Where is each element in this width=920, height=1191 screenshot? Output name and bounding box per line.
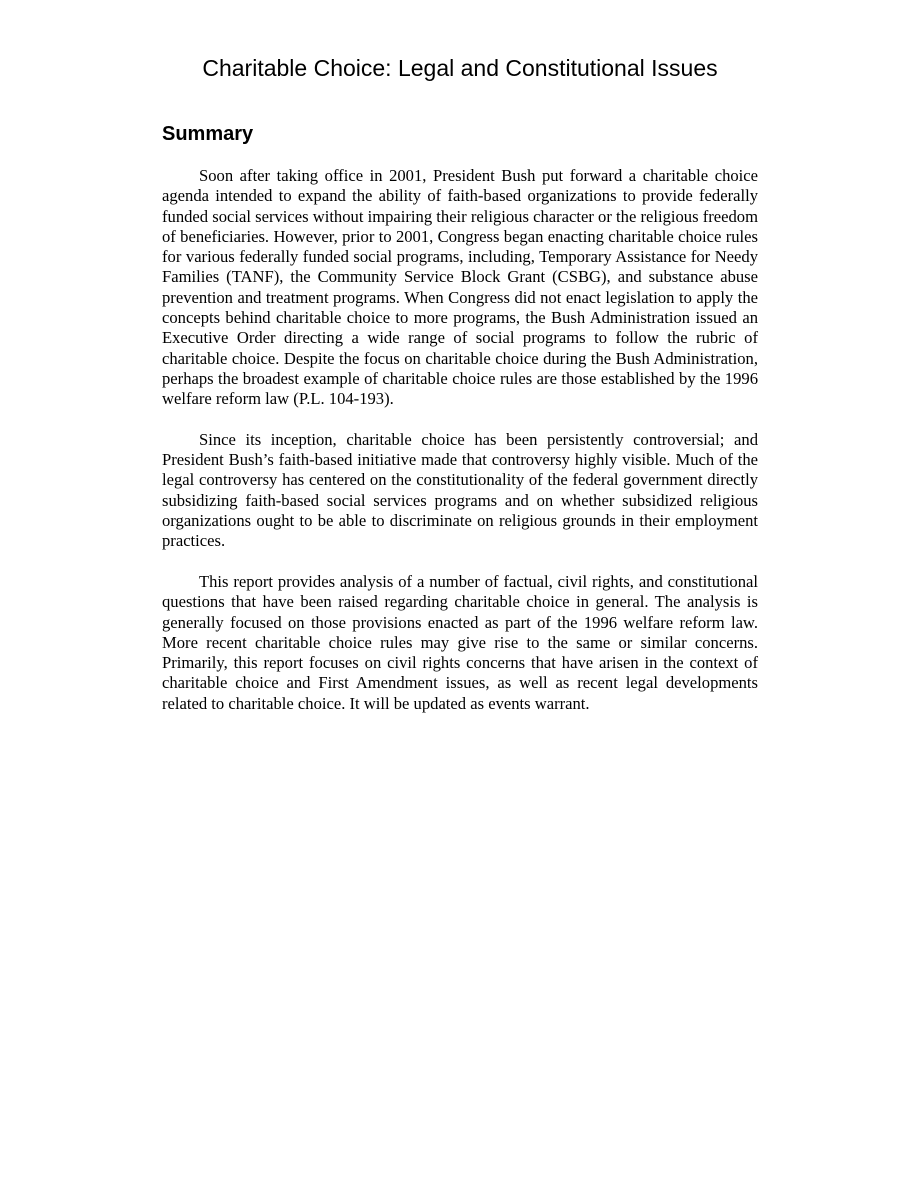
summary-paragraph-2: Since its inception, charitable choice has been persistently controversial; and President Bush’s faith-based initiative made that controversy highly visible. Much of the legal controversy has centered on the constitutionality of the federal government directly subsidizing faith-based social services programs and on whether subsidized religious organizations ought to be able to discriminate on religious grounds in their employment practices. [162, 429, 758, 551]
summary-paragraph-3: This report provides analysis of a number of factual, civil rights, and constitutional questions that have been raised regarding charitable choice in general. The analysis is generally focused on those provisions enacted as part of the 1996 welfare reform law. More recent charitable choice rules may give rise to the same or similar concerns. Primarily, this report focuses on civil rights concerns that have arisen in the context of charitable choice and First Amendment issues, as well as recent legal developments related to charitable choice. It will be updated as events warrant. [162, 571, 758, 713]
summary-body [162, 166, 758, 734]
summary-paragraph-1: Soon after taking office in 2001, President Bush put forward a charitable choice agenda intended to expand the ability of faith-based organizations to provide federally funded social services without impairing their religious character or the religious freedom of beneficiaries. However, prior to 2001, Congress began enacting charitable choice rules for various federally funded social programs, including, Temporary Assistance for Needy Families (TANF), the Community Service Block Grant (CSBG), and substance abuse prevention and treatment programs. When Congress did not enact legislation to apply the concepts behind charitable choice to more programs, the Bush Administration issued an Executive Order directing a wide range of social programs to follow the rubric of charitable choice. Despite the focus on charitable choice during the Bush Administration, perhaps the broadest example of charitable choice rules are those established by the 1996 welfare reform law (P.L. 104-193). [162, 166, 758, 409]
document-title: Charitable Choice: Legal and Constitutional Issues [202, 55, 718, 81]
summary-heading: Summary [162, 123, 254, 145]
